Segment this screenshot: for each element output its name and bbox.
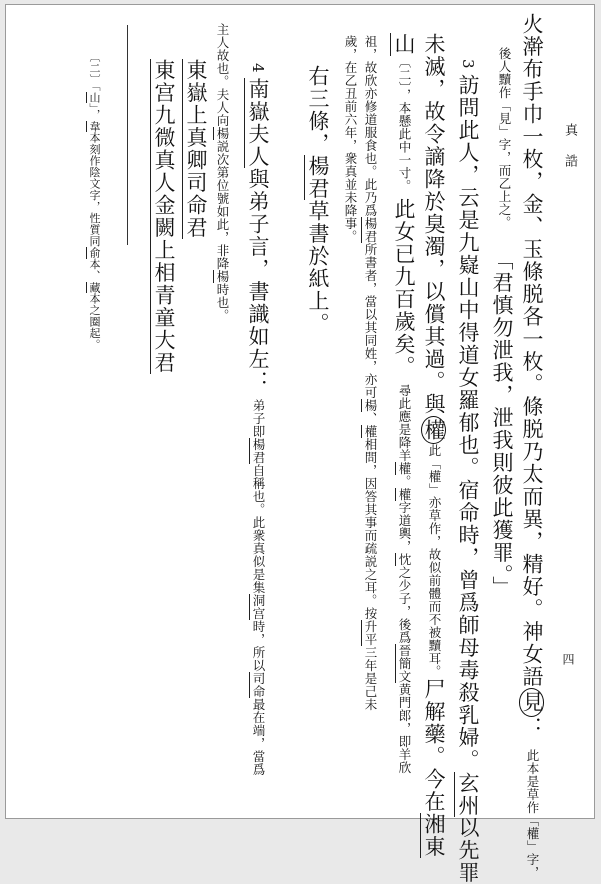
entry3-text-b: 訪問此人，云是九嶷山中得道女羅郁也。宿命時，曾爲師母毒殺乳婦。 [456, 74, 480, 772]
annotation-c: 此「權」亦草作，故似前體而不被黷耳。 [427, 444, 442, 678]
era-shengping: 升平 [363, 620, 378, 646]
annotation-e-2: 。 [397, 475, 412, 489]
annotation-i-2: 説次第位號如此，非降 [215, 140, 230, 270]
annotation-h-2: 自稱也。此衆真似是集 [251, 464, 266, 595]
deity-dongyue-siming: 東嶽上真卿司命君 [184, 59, 208, 239]
circled-char-quan: 權 [421, 416, 446, 445]
deity-line-1 [185, 59, 206, 239]
annotation-e-4: 之少子，後爲 [397, 566, 412, 645]
annotation-f [364, 35, 377, 711]
entry3-text-a: 火澣布手巾一枚，金、玉條脱各一枚。條脱乃太而異，精好。神女語 [520, 13, 544, 688]
emperor-jianwen: 晉簡文 [397, 644, 412, 684]
annotation-i-3: 時也。 [215, 283, 230, 322]
circled-char-jian: 見 [519, 688, 544, 717]
person-yangjun-2: 楊君 [306, 155, 330, 200]
annotation-d: ，本懸此中一寸。 [397, 88, 412, 193]
text-column-4 [421, 33, 446, 858]
person-quan-3: 權 [363, 425, 378, 438]
footnote-a: 〔二〕「 [88, 51, 101, 92]
person-quan-2: 權 [397, 488, 412, 502]
text-column-3 [457, 59, 478, 884]
annotation-f-1: 祖，故欣亦修道服食也。此乃爲 [363, 35, 378, 217]
book-page [5, 4, 595, 884]
deity-line-2 [153, 59, 174, 374]
annotation-f-5: 三年是己未 [363, 646, 378, 711]
person-chen: 忱 [397, 553, 412, 567]
footnote-wei: 韋 [88, 120, 101, 132]
annotation-f-4: 相問，因答其事而疏説之耳。按 [363, 438, 378, 620]
footnote-c: 」， [88, 103, 101, 121]
closing-line [307, 65, 328, 335]
place-name-xuanzhou: 玄州 [456, 771, 480, 817]
annotation-g: 歲，在乙丑前六年，衆真並未降事。 [343, 35, 358, 243]
annotation-e-3: 字道輿， [397, 501, 412, 554]
footnote-2 [89, 51, 100, 351]
person-yang-3: 楊 [215, 270, 230, 283]
footnote-e: 本刻作陰文字，性質同 [88, 132, 101, 247]
person-yang-1: 楊 [363, 399, 378, 412]
entry3-text-b-end: 以先罪 [456, 816, 480, 884]
entry4-text-a: 與弟子言，書識如左： [246, 168, 270, 394]
footnote-shan: 山 [88, 91, 101, 103]
title-siming: 司命 [251, 672, 266, 699]
person-quan-1: 權 [397, 462, 412, 476]
annotation-e-1: 尋此應是降羊 [397, 384, 412, 463]
text-column-1 [519, 13, 544, 879]
footnote-zang: 藏 [88, 281, 101, 293]
annotation-i-1: 主人故也。夫人向 [215, 23, 230, 127]
text-column-5 [393, 33, 414, 774]
entry3-text-c: 未滅，故令謫降於臭濁，以償其過。與 [422, 33, 446, 416]
annotation-e-5: 黄門郎，即羊欣 [397, 683, 412, 775]
page-number: 四 [561, 653, 575, 665]
annotation-b [498, 47, 511, 229]
annotation-h-4: 最在端，當爲 [251, 698, 266, 777]
annotation-i [216, 23, 229, 322]
annotation-a: 此本是草作「權」字， [525, 749, 540, 879]
footnote-ref-2: 〔二〕 [397, 55, 412, 89]
entry3-text-a-end: ： [520, 716, 544, 739]
annotation-f-3: 、 [363, 412, 378, 425]
person-nanyue-furen: 南嶽夫人 [246, 78, 270, 169]
footnote-yu: 俞 [88, 247, 101, 259]
annotation-e [397, 384, 412, 774]
quote-line: 「君慎勿泄我，泄我則彼此獲罪。」 [490, 249, 514, 599]
person-yangjun-3: 楊君 [251, 438, 266, 465]
entry3-text-c-end: 尸解藥。今在 [422, 678, 446, 813]
entry-number-4: 4 [249, 63, 267, 75]
footnote-separator [127, 25, 128, 245]
annotation-h [251, 399, 266, 776]
annotation-h-3: 時，所以 [251, 620, 266, 673]
deity-qingtong: 東宫九微真人金闕上相青童大君 [152, 59, 176, 374]
place-name-xiangdong: 湘東 [422, 813, 446, 858]
person-yang-2: 楊 [215, 127, 230, 140]
running-title: 真誥 [562, 123, 577, 185]
closing-c: 草書於紙上。 [306, 200, 330, 335]
footnote-g: 本、 [88, 258, 101, 282]
closing-a: 右三條， [306, 65, 330, 155]
annotation-h-1: 弟子即 [251, 399, 266, 439]
person-yangjun-1: 楊君 [363, 217, 378, 243]
entry3-text-d: 此女已九百歲矣。 [392, 198, 416, 379]
footnote-i: 本之圈起。 [88, 293, 101, 351]
entry-number-3: 3 [459, 59, 477, 71]
place-donggong: 洞宫 [251, 594, 266, 621]
annotation-f-2: 所書者，當以其同姓，亦可 [363, 243, 378, 399]
annotation-b-text: 後人黷作「見」字，而乙上之。 [497, 47, 512, 229]
place-name-shan: 山 [392, 33, 416, 56]
text-column-9 [247, 63, 268, 776]
